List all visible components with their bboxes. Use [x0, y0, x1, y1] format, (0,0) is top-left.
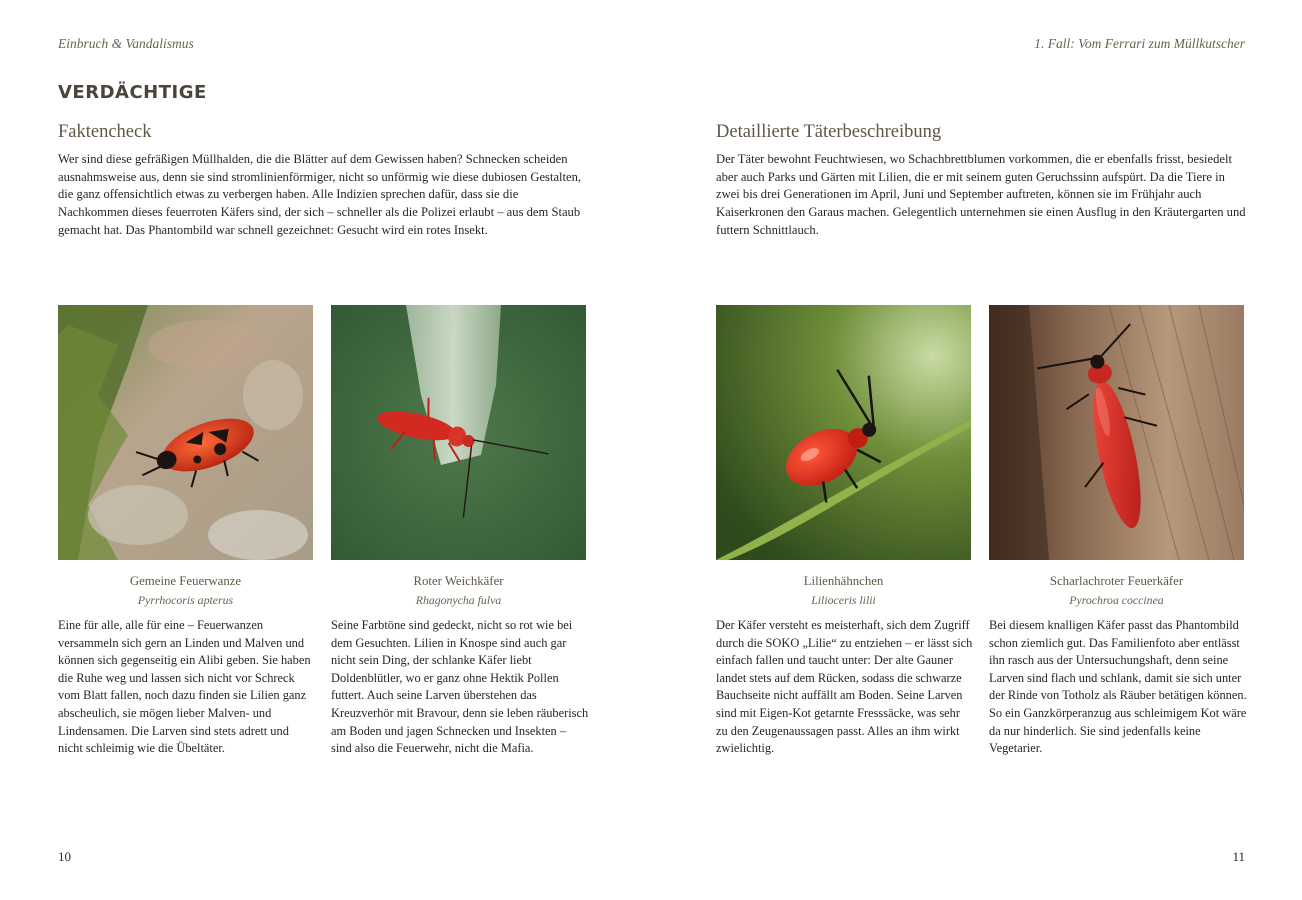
photo-lilienhaehnchen-image	[716, 305, 971, 560]
description-lilienhaehnchen: Der Käfer versteht es meisterhaft, sich dem Zugriff durch die SOKO „Lilie“ zu entziehen – er lässt sich einfach fallen und taucht unter: Der alte Gauner landet stets auf dem Rücken, sodass die schwarze Bauchseite nicht auffällt am Boden. Seine Larven sind mit Eigen-Kot getarnte Fresssäcke, was sehr zu den Zeugenaussagen passt. Alles an ihm wirkt zwielichtig.	[716, 618, 973, 756]
photo-feuerwanze	[58, 305, 313, 560]
caption-name-lilienhaehnchen: Lilienhähnchen	[803, 574, 884, 588]
caption-latin-feuerwanze: Pyrrhocoris apterus	[137, 593, 234, 607]
caption-name-feuerkaefer: Scharlachroter Feuerkäfer	[1049, 574, 1184, 588]
intro-paragraph-left: Wer sind diese gefräßigen Müllhalden, die die Blätter auf dem Gewissen haben? Schnecken scheiden ausnahmsweise aus, denn sie sind stromlinienförmiger, nicht so unförmig wie diese dubiosen Gestalten, die ganz offensichtlich etwas zu verbergen haben. Alle Indizien sprechen dafür, dass sie die Nachkommen dieses feuerroten Käfers sind, der sich – schneller als die Polizei erlaubt – aus dem Staub gemacht hat. Das Phantombild war schnell gezeichnet: Gesucht wird ein rotes Insekt.	[58, 152, 582, 237]
photo-feuerkaefer	[989, 305, 1244, 560]
caption-name-weichkaefer: Roter Weichkäfer	[413, 574, 504, 588]
caption-latin-weichkaefer: Rhagonycha fulva	[415, 593, 502, 607]
photo-feuerwanze-image	[58, 305, 313, 560]
caption-latin-lilienhaehnchen: Lilioceris lilii	[811, 593, 876, 607]
photo-feuerkaefer-image	[989, 305, 1244, 560]
caption-latin-feuerkaefer: Pyrochroa coccinea	[1069, 593, 1164, 607]
photo-weichkaefer	[331, 305, 586, 560]
running-head-right: 1. Fall: Vom Ferrari zum Müllkutscher	[1034, 36, 1245, 51]
description-weichkaefer: Seine Farbtöne sind gedeckt, nicht so rot wie bei dem Gesuchten. Lilien in Knospe sind auch gar nicht sein Ding, der schlanke Käfer liebt Doldenblütler, wo er ganz ohne Hektik Pollen futtert. Auch seine Larven überstehen das Kreuzverhör mit Bravour, denn sie leben räuberisch am Boden und jagen Schnecken und Insekten – sind also die Feuerwehr, nicht die Mafia.	[331, 618, 589, 756]
running-head-left: Einbruch & Vandalismus	[58, 36, 194, 51]
page-number-left: 10	[58, 849, 71, 864]
subhead-taeterbeschreibung: Detaillierte Täterbeschreibung	[716, 122, 942, 142]
right-page	[651, 0, 1302, 900]
photo-lilienhaehnchen	[716, 305, 971, 560]
section-title: VERDÄCHTIGE	[58, 82, 207, 103]
description-feuerkaefer: Bei diesem knalligen Käfer passt das Phantombild schon ziemlich gut. Das Familienfoto aber entlässt ihn rasch aus der Untersuchungshaft, denn seine Larven sind flach und schlank, damit sie sich unter der Rinde von Totholz als Räuber betätigen können. So ein Ganzkörperanzug aus schleimigem Kot wäre da nur hinderlich. Sie sind jedenfalls keine Vegetarier.	[989, 618, 1247, 756]
intro-paragraph-right: Der Täter bewohnt Feuchtwiesen, wo Schachbrettblumen vorkommen, die er ebenfalls frisst, besiedelt aber auch Parks und Gärten mit Lilien, die er mit seinem guten Geruchssinn aufspürt. Da die Tiere in zwei bis drei Generationen im April, Juni und September auftreten, können sie im Frühjahr auch Kaiserkronen den Garaus machen. Gelegentlich unternehmen sie einen Ausflug in den Kräutergarten und futtern Schnittlauch.	[716, 152, 1246, 237]
caption-name-feuerwanze: Gemeine Feuerwanze	[129, 574, 242, 588]
description-feuerwanze: Eine für alle, alle für eine – Feuerwanzen versammeln sich gern an Linden und Malven und können sich gegenseitig ein Alibi geben. Sie haben die Ruhe weg und lassen sich nicht vor Schreck vom Blatt fallen, noch dazu finden sie Lilien ganz abscheulich, sie mögen lieber Malven- und Lindensamen. Die Larven sind stets adrett und nicht schleimig wie die Übeltäter.	[58, 618, 311, 756]
page-number-right: 11	[1232, 849, 1245, 864]
photo-weichkaefer-image	[331, 305, 586, 560]
subhead-faktencheck: Faktencheck	[58, 122, 152, 142]
